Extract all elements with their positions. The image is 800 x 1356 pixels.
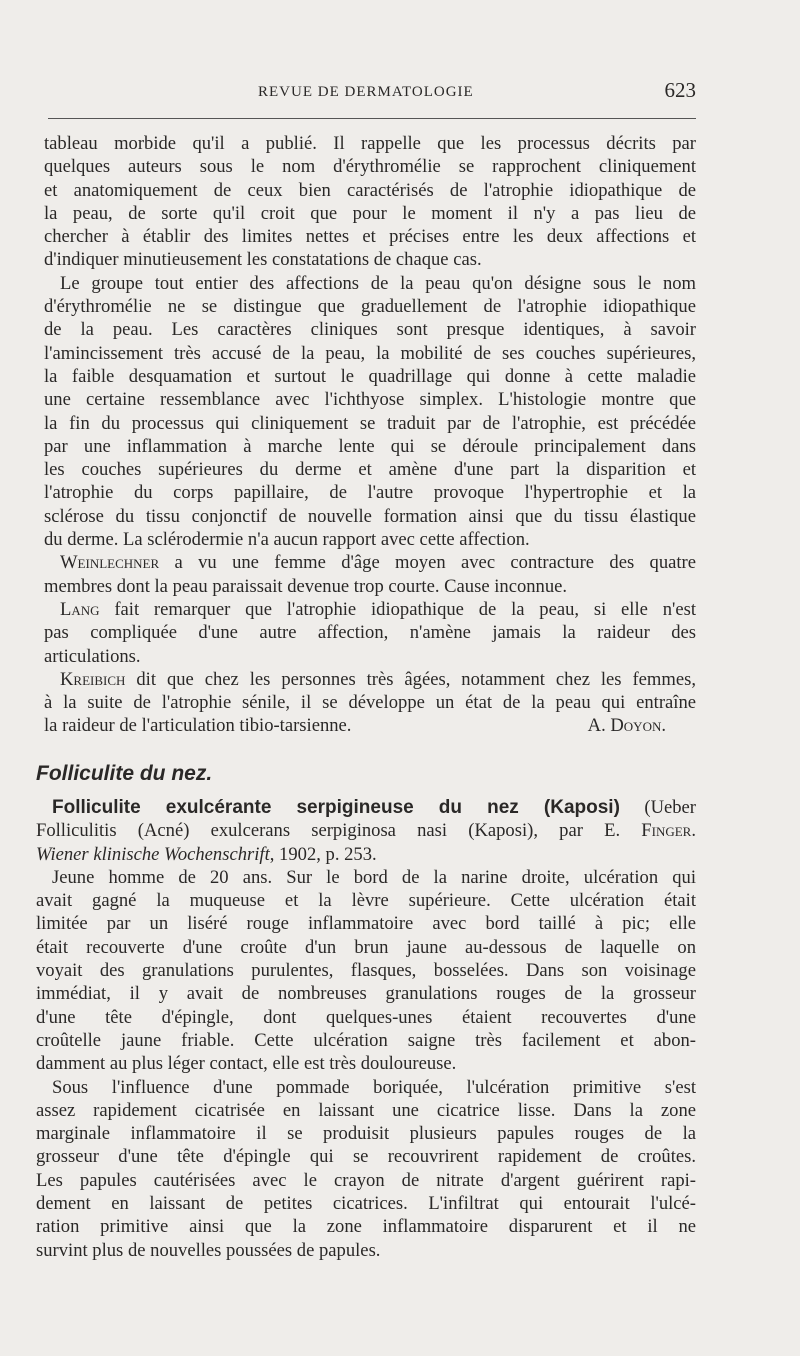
- text-line: était recouverte d'une croûte d'un brun jaune au-dessous de laquelle on: [36, 936, 696, 958]
- text-line: Sous l'influence d'une pommade boriquée, l'ulcération primitive s'est: [52, 1076, 696, 1098]
- author-name: Weinlechner: [60, 552, 160, 574]
- paragraph-1: [44, 132, 696, 272]
- text-line: sclérose du tissu conjonctif de nouvelle formation ainsi que du tissu élastique: [44, 505, 696, 527]
- text-line: Le groupe tout entier des affections de la peau qu'on désigne sous le nom: [60, 272, 696, 294]
- new-article: [36, 796, 696, 1262]
- text-line: une certaine ressemblance avec l'ichthyose simplex. L'histologie montre que: [44, 389, 696, 411]
- text-line: du derme. La sclérodermie n'a aucun rapport avec cette affection.: [44, 529, 530, 551]
- author-name: Lang: [60, 598, 100, 620]
- text-line: croûtelle jaune friable. Cette ulcération saigne très facilement et abon-: [36, 1029, 696, 1051]
- paragraph-weinlechner: [44, 551, 696, 598]
- text-line: Folliculite exulcérante serpigineuse du nez (Kaposi) (Ueber: [52, 797, 696, 818]
- text-line: les couches supérieures du derme et amène d'une part la disparition et: [44, 459, 696, 481]
- text-line: voyait des granulations purulentes, flasques, bosselées. Dans son voisinage: [36, 960, 696, 982]
- text-line: grosseur d'une tête d'épingle qui se recouvrirent rapidement de croûtes.: [36, 1146, 696, 1168]
- paragraph-treatment: [36, 1076, 696, 1262]
- text-line: Wiener klinische Wochenschrift, 1902, p. 253.: [36, 843, 377, 865]
- text-line: pas compliquée d'une autre affection, n'amène jamais la raideur des: [44, 622, 696, 644]
- text-line: l'atrophie du corps papillaire, de l'autre provoque l'hypertrophie et la: [44, 482, 696, 504]
- text-line: la raideur de l'articulation tibio-tarsienne. A. Doyon.: [44, 714, 696, 737]
- text-line: survint plus de nouvelles poussées de papules.: [36, 1239, 381, 1261]
- running-title: REVUE DE DERMATOLOGIE: [258, 84, 474, 100]
- text-line: chercher à établir des limites nettes et précises entre les deux affections et: [44, 226, 696, 248]
- text-line: Lang fait remarquer que l'atrophie idiopathique de la peau, si elle n'est: [60, 598, 696, 620]
- text-line: ration primitive ainsi que la zone inflammatoire disparurent et il ne: [36, 1216, 696, 1238]
- text-line: à la suite de l'atrophie sénile, il se développe un état de la peau qui entraîne: [44, 692, 696, 714]
- text-line: Jeune homme de 20 ans. Sur le bord de la narine droite, ulcération qui: [52, 866, 696, 888]
- article-citation: [36, 796, 696, 866]
- text-line: membres dont la peau paraissait devenue trop courte. Cause inconnue.: [44, 575, 568, 597]
- paragraph-case: [36, 866, 696, 1076]
- text-line: la faible desquamation et surtout le quadrillage qui donne à cette maladie: [44, 365, 696, 387]
- text-line: la peau, de sorte qu'il croit que pour le moment il n'y a pas lieu de: [44, 202, 696, 224]
- paragraph-2: [44, 272, 696, 552]
- text-line: assez rapidement cicatrisée en laissant une cicatrice lisse. Dans la zone: [36, 1099, 696, 1121]
- section-heading: Folliculite du nez.: [36, 762, 213, 785]
- header-rule: [48, 118, 696, 119]
- text-line: avait gagné la muqueuse et la lèvre supérieure. Cette ulcération était: [36, 890, 696, 912]
- article-title: Folliculite exulcérante serpigineuse du nez (Kaposi): [52, 797, 620, 818]
- text-line: immédiat, il y avait de nombreuses granulations rouges de la grosseur: [36, 983, 696, 1005]
- author-name: Kreibich: [60, 668, 126, 690]
- text-line: par une inflammation à marche lente qui se déroule principalement dans: [44, 435, 696, 457]
- signature: A. Doyon.: [587, 715, 666, 737]
- paragraph-kreibich: [44, 668, 696, 738]
- continued-article: [44, 132, 696, 738]
- text-line: l'amincissement très accusé de la peau, la mobilité de ses couches supérieures,: [44, 342, 696, 364]
- text-line: d'érythromélie ne se distingue que graduellement de l'atrophie idiopathique: [44, 296, 696, 318]
- author-name: Finger: [641, 820, 692, 842]
- text-line: Weinlechner a vu une femme d'âge moyen avec contracture des quatre: [60, 552, 696, 574]
- paragraph-lang: [44, 598, 696, 668]
- page-number: 623: [664, 78, 696, 102]
- journal-name: Wiener klinische Wochenschrift: [36, 843, 270, 865]
- text-line: d'une tête d'épingle, dont quelques-unes étaient recouvertes d'une: [36, 1006, 696, 1028]
- text-line: limitée par un liséré rouge inflammatoire avec bord taillé à pic; elle: [36, 913, 696, 935]
- text-line: la fin du processus qui cliniquement se traduit par de l'atrophie, est précédée: [44, 412, 696, 434]
- text-line: dement en laissant de petites cicatrices. L'infiltrat qui entourait l'ulcé-: [36, 1193, 696, 1215]
- text-line: articulations.: [44, 645, 141, 667]
- text-line: Kreibich dit que chez les personnes très âgées, notamment chez les femmes,: [60, 668, 696, 690]
- text-line: Les papules cautérisées avec le crayon de nitrate d'argent guérirent rapi-: [36, 1169, 696, 1191]
- text-line: tableau morbide qu'il a publié. Il rappelle que les processus décrits par: [44, 133, 696, 154]
- text-line: et anatomiquement de ceux bien caractérisés de l'atrophie idiopathique de: [44, 179, 696, 201]
- text-line: marginale inflammatoire il se produisit plusieurs papules rouges de la: [36, 1123, 696, 1145]
- text-line: Folliculitis (Acné) exulcerans serpiginosa nasi (Kaposi), par E. Finger.: [36, 820, 696, 842]
- text-line: quelques auteurs sous le nom d'érythromélie se rapprochent cliniquement: [44, 156, 696, 178]
- text-line: damment au plus léger contact, elle est très douloureuse.: [36, 1053, 457, 1075]
- text-line: de la peau. Les caractères cliniques sont presque identiques, à savoir: [44, 319, 696, 341]
- text-line: d'indiquer minutieusement les constatations de chaque cas.: [44, 249, 482, 271]
- page-header: [48, 78, 696, 108]
